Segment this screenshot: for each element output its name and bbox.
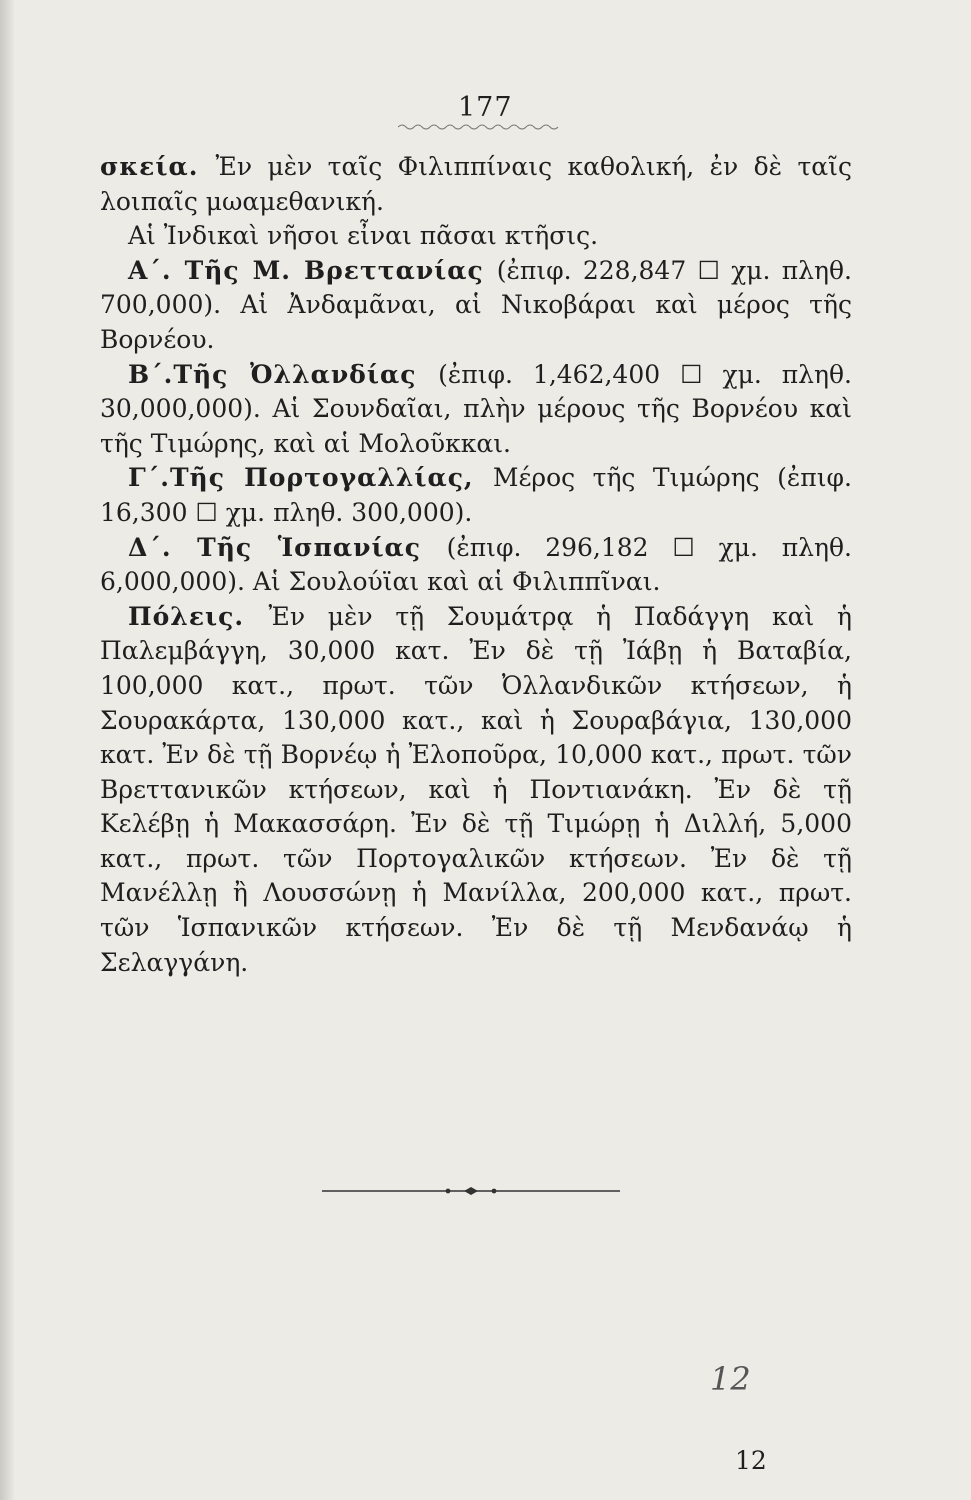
- paragraph: [100, 150, 852, 219]
- footer-number: 12: [735, 1446, 767, 1475]
- ornamental-rule: [398, 122, 563, 132]
- paragraph-body: (ἐπιφ. 228,847 ☐ χμ. πληθ. 700,000). Αἱ Ἀνδαμᾶναι, αἱ Νικοβάραι καὶ μέρος τῆς Βορνέου.: [100, 255, 852, 354]
- paragraph-lead: Α΄. Τῆς Μ. Βρεττανίας: [128, 255, 497, 285]
- handwritten-mark: 12: [710, 1360, 751, 1398]
- paragraph: [100, 461, 852, 530]
- body-text: [100, 150, 852, 980]
- paragraph: [100, 531, 852, 600]
- paragraph-body: Ἐν μὲν τῇ Σουμάτρᾳ ἡ Παδάγγη καὶ ἡ Παλεμβάγγη, 30,000 κατ. Ἐν δὲ τῇ Ἰάβῃ ἡ Βαταβία, 100,000 κατ., πρωτ. τῶν Ὀλλανδικῶν κτήσεων, ἡ Σουρακάρτα, 130,000 κατ., καὶ ἡ Σουραβάγια, 130,000 κατ. Ἐν δὲ τῇ Βορνέῳ ἡ Ἐλοποῦρα, 10,000 κατ., πρωτ. τῶν Βρεττανικῶν κτήσεων, καὶ ἡ Ποντιανάκη. Ἐν δὲ τῇ Κελέβῃ ἡ Μακασσάρη. Ἐν δὲ τῇ Τιμώρῃ ἡ Διλλή, 5,000 κατ., πρωτ. τῶν Πορτογαλικῶν κτήσεων. Ἐν δὲ τῇ Μανέλλῃ ἢ Λουσσώνῃ ἡ Μανίλλα, 200,000 κατ., πρωτ. τῶν Ἱσπανικῶν κτήσεων. Ἐν δὲ τῇ Μενδανάῳ ἡ Σελαγγάνη.: [100, 601, 852, 977]
- paragraph: [100, 219, 852, 254]
- paragraph-lead: Δ΄. Τῆς Ἱσπανίας: [128, 532, 447, 562]
- paragraph-body: Ἐν μὲν ταῖς Φιλιππίναις καθολική, ἐν δὲ ταῖς λοιπαῖς μωαμεθανική.: [100, 152, 852, 216]
- paragraph-lead: Γ΄.Τῆς Πορτογαλλίας,: [128, 463, 493, 493]
- paragraph-body: (ἐπιφ. 1,462,400 ☐ χμ. πληθ. 30,000,000). Αἱ Σουνδαῖαι, πλὴν μέρους τῆς Βορνέου καὶ τῆς Τιμώρης, καὶ αἱ Μολοῦκκαι.: [100, 359, 852, 458]
- paragraph-body: Αἱ Ἰνδικαὶ νῆσοι εἶναι πᾶσαι κτῆσις.: [128, 221, 599, 251]
- paragraph-lead: Β΄.Τῆς Ὀλλανδίας: [128, 359, 439, 389]
- paragraph-lead: Πόλεις.: [128, 601, 269, 631]
- paragraph-body: (ἐπιφ. 296,182 ☐ χμ. πληθ. 6,000,000). Αἱ Σουλούϊαι καὶ αἱ Φιλιππῖναι.: [100, 532, 852, 597]
- paragraph: [100, 600, 852, 981]
- paragraph-lead: σκεία.: [100, 152, 216, 181]
- page-number: 177: [458, 92, 513, 123]
- paragraph: [100, 254, 852, 358]
- paragraph-body: Μέρος τῆς Τιμώρης (ἐπιφ. 16,300 ☐ χμ. πληθ. 300,000).: [100, 463, 852, 527]
- paragraph: [100, 358, 852, 462]
- section-separator: [322, 1186, 620, 1196]
